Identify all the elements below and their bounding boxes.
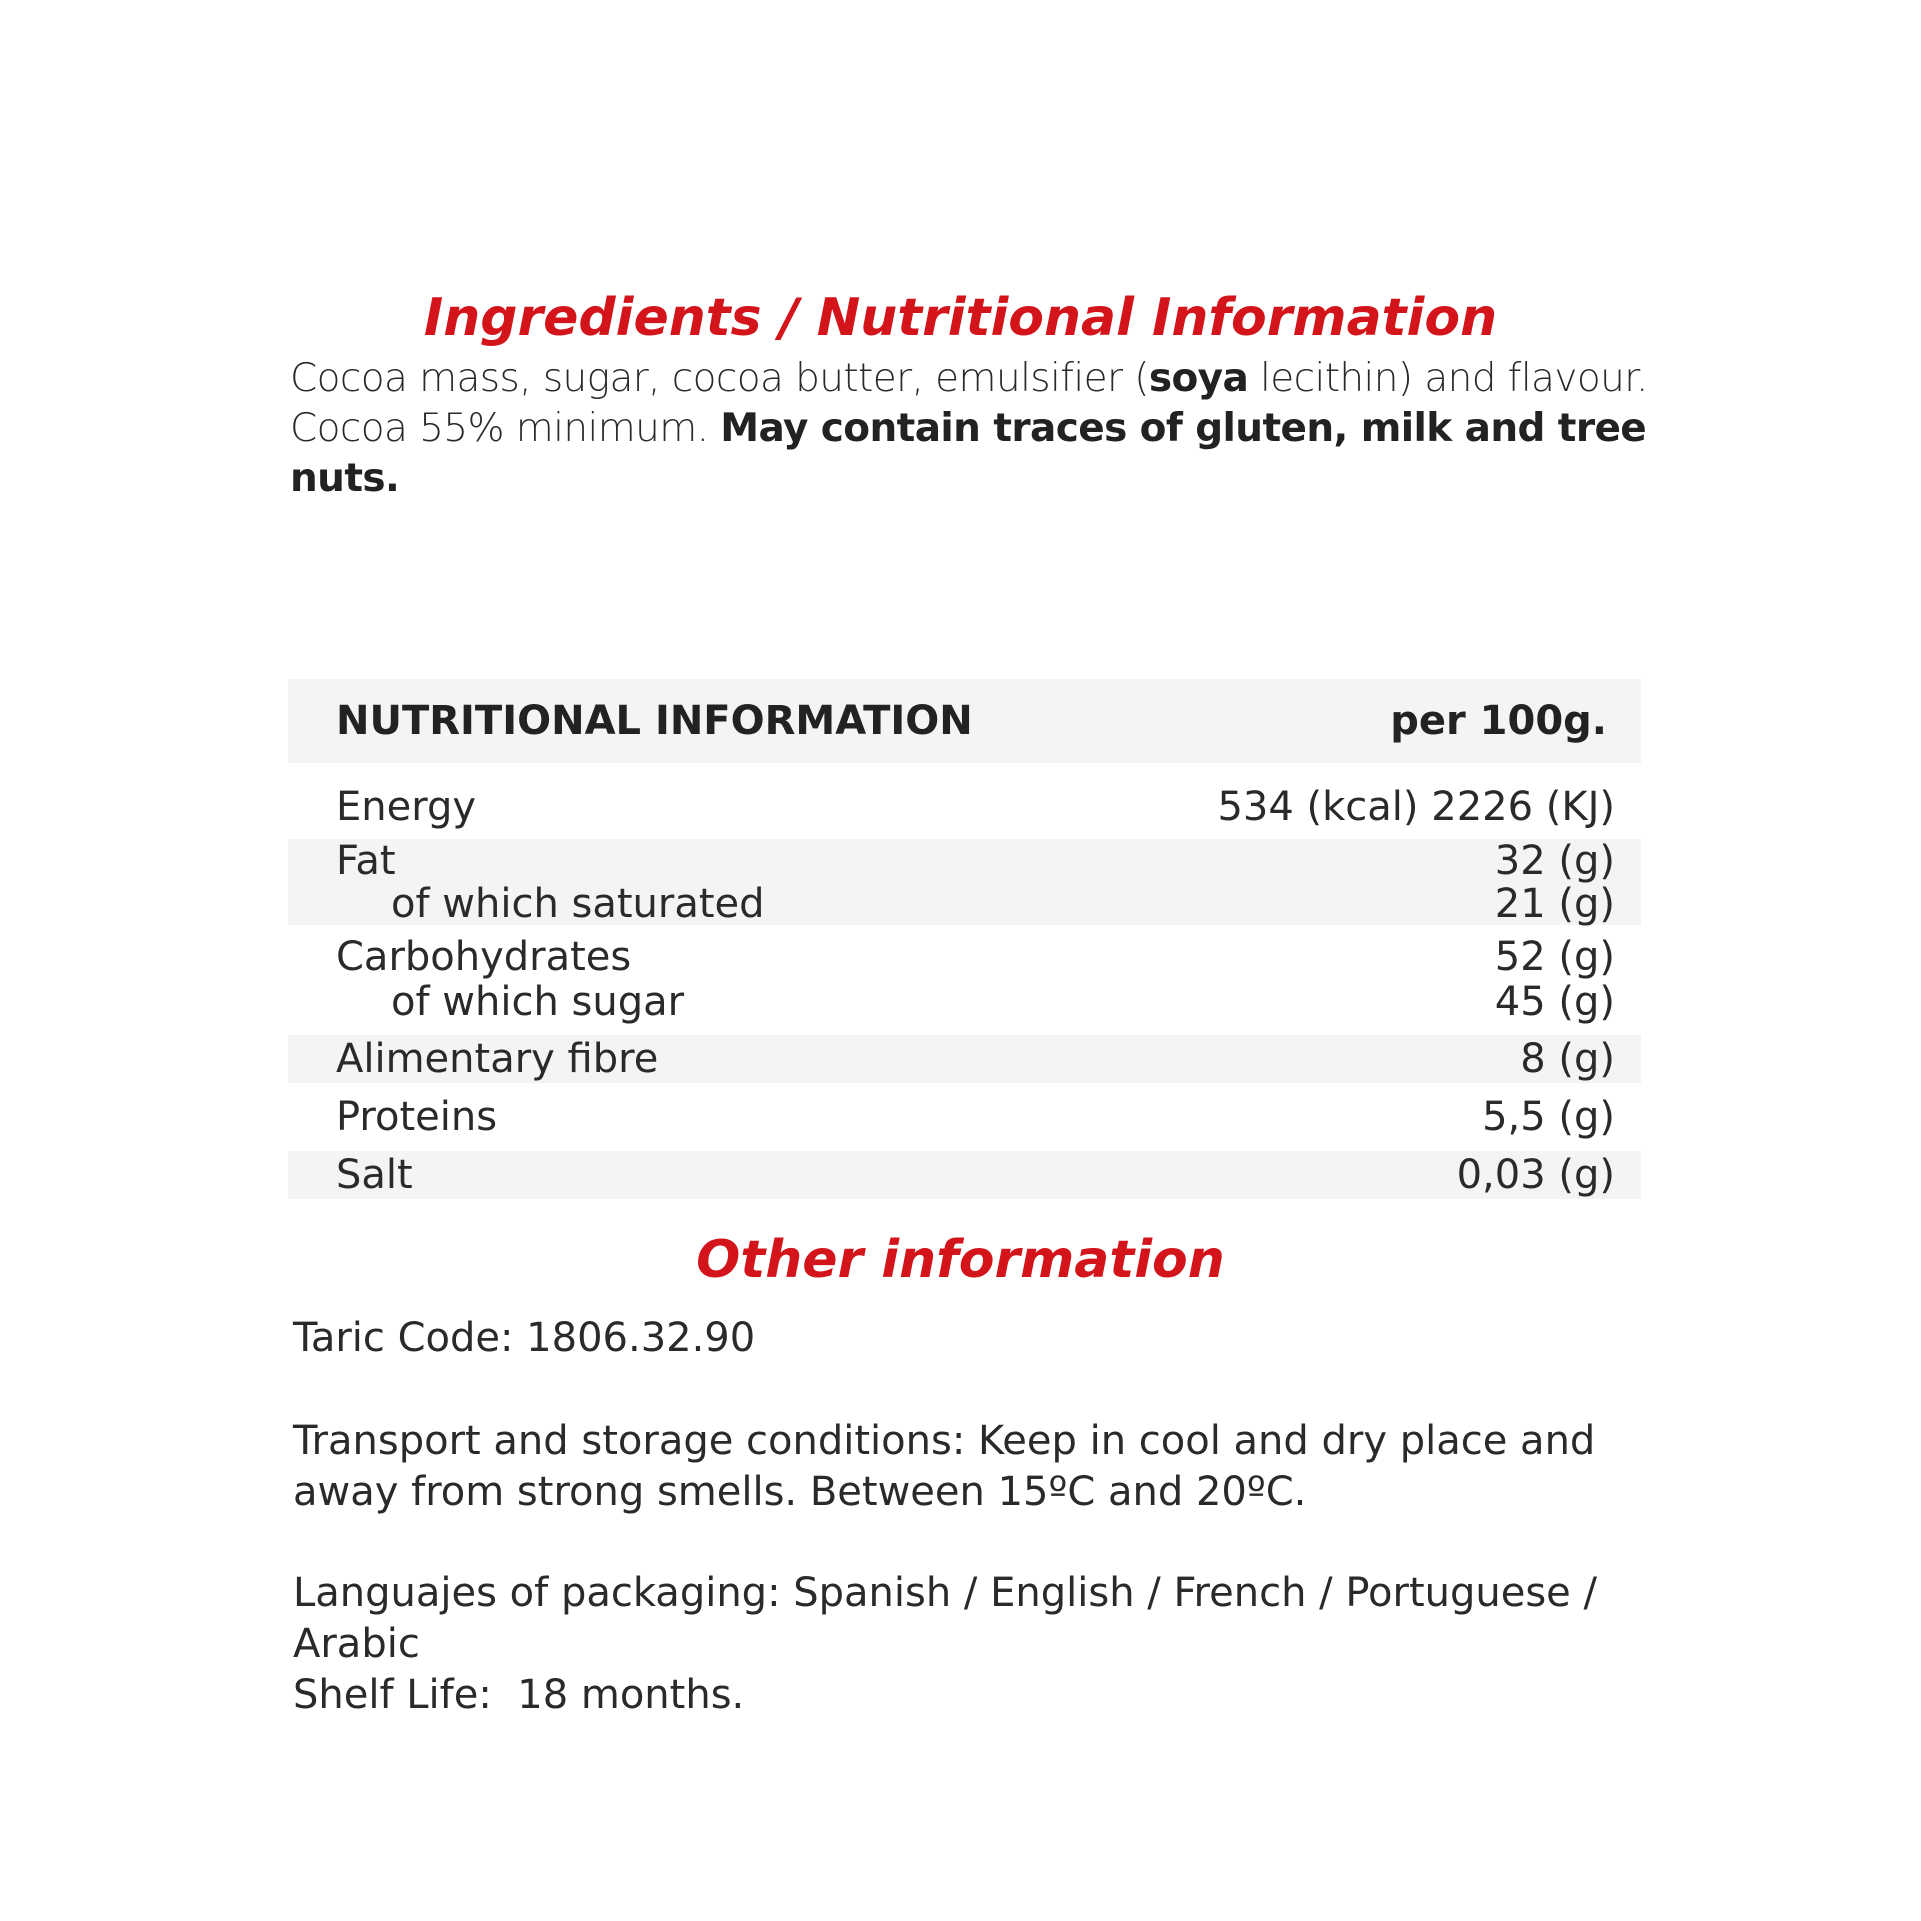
energy-value: 534 (kcal) 2226 (KJ) <box>1217 784 1615 830</box>
saturated-value: 21 (g) <box>1494 881 1615 927</box>
carbohydrates-value: 52 (g) <box>1494 934 1615 980</box>
salt-label: Salt <box>336 1152 413 1198</box>
nutrition-row-fat <box>288 839 1641 925</box>
ingredients-text-part-1: Cocoa mass, sugar, cocoa butter, emulsifier ( <box>290 356 1149 401</box>
shelf-life: Shelf Life: 18 months. <box>293 1672 745 1718</box>
packaging-languages: Languajes of packaging: Spanish / English / French / Portuguese / Arabic <box>293 1570 1597 1667</box>
other-information-heading: Other information <box>696 1230 1225 1290</box>
proteins-label: Proteins <box>336 1094 498 1140</box>
fat-value: 32 (g) <box>1494 838 1615 884</box>
ingredients-text-part-2: lecithin) and flavour. Cocoa 55% minimum. <box>290 356 1648 451</box>
carbohydrates-label: Carbohydrates <box>336 934 632 980</box>
ingredients-heading: Ingredients / Nutritional Information <box>423 288 1498 348</box>
nutrition-row-salt <box>288 1151 1641 1199</box>
taric-code: Taric Code: 1806.32.90 <box>293 1315 756 1361</box>
fat-label: Fat <box>336 838 396 884</box>
fibre-value: 8 (g) <box>1520 1036 1615 1082</box>
saturated-label: of which saturated <box>391 881 765 927</box>
nutrition-header-unit: per 100g. <box>1390 698 1607 744</box>
salt-value: 0,03 (g) <box>1456 1152 1615 1198</box>
nutrition-table-header <box>288 679 1641 763</box>
nutrition-row-energy <box>288 775 1641 839</box>
ingredients-text <box>290 354 1680 504</box>
allergen-soya: soya <box>1148 356 1249 401</box>
allergen-warning: May contain traces of gluten, milk and tree nuts. <box>290 406 1647 501</box>
sugar-value: 45 (g) <box>1494 979 1615 1025</box>
transport-conditions: Transport and storage conditions: Keep in cool and dry place and away from strong smells. Between 15ºC and 20ºC. <box>293 1418 1596 1515</box>
nutrition-row-fibre <box>288 1035 1641 1083</box>
energy-label: Energy <box>336 784 477 830</box>
fibre-label: Alimentary fibre <box>336 1036 659 1082</box>
sugar-label: of which sugar <box>391 979 685 1025</box>
nutrition-row-proteins <box>288 1083 1641 1151</box>
nutrition-row-carbohydrates <box>288 925 1641 1035</box>
nutrition-header-label: NUTRITIONAL INFORMATION <box>336 698 973 744</box>
nutrition-table <box>288 679 1641 1199</box>
proteins-value: 5,5 (g) <box>1482 1094 1615 1140</box>
